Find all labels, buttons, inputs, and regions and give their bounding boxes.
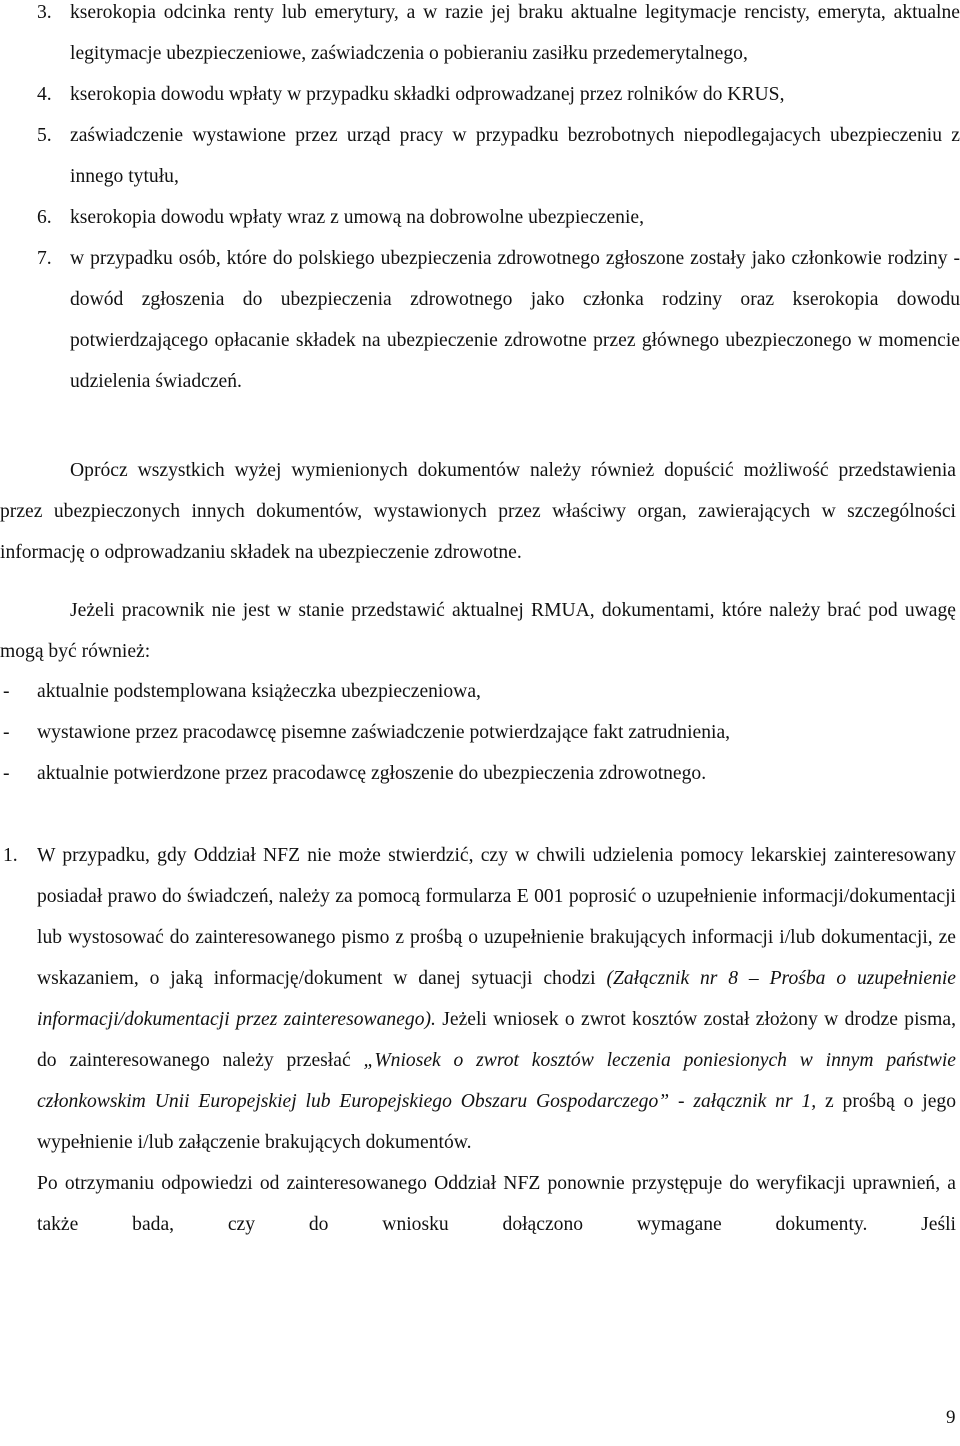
final-paragraph: Po otrzymaniu odpowiedzi od zainteresowanego Oddział NFZ ponownie przystępuje do weryfikacji uprawnień, a także bada, czy do wniosku dołączono wymagane dokumenty. Jeśli bbox=[37, 1173, 956, 1235]
list-item-text: w przypadku osób, które do polskiego ubezpieczenia zdrowotnego zgłoszone zostały jako członkowie rodziny - dowód zgłoszenia do ubezpieczenia zdrowotnego jako członka rodziny oraz kserokopia dowodu potwierdzającego opłacanie składek na ubezpieczenie zdrowotne przez głównego ubezpieczonego w momencie udzielenia świadczeń. bbox=[70, 248, 960, 392]
final-list-item bbox=[0, 835, 956, 1163]
dash-list-item bbox=[0, 753, 960, 794]
paragraph-other-documents: Oprócz wszystkich wyżej wymienionych dokumentów należy również dopuścić możliwość przedstawienia przez ubezpieczonych innych dokumentów, wystawionych przez właściwy organ, zawierających w szczególności informację o odprowadzaniu składek na ubezpieczenie zdrowotne. bbox=[0, 460, 956, 563]
list-item-number: 1. bbox=[3, 845, 18, 866]
final-text-part-3: z prośbą o jego wypełnienie i/lub załączenie brakujących dokumentów. bbox=[37, 1091, 956, 1153]
list-item-number: 4. bbox=[37, 84, 52, 105]
list-item bbox=[0, 197, 960, 238]
final-text-part-2: Jeżeli wniosek o zwrot kosztów został złożony w drodze pisma, do zainteresowanego należy przesłać bbox=[37, 1009, 957, 1071]
list-item bbox=[0, 74, 960, 115]
dash-item-text: aktualnie potwierdzone przez pracodawcę zgłoszenie do ubezpieczenia zdrowotnego. bbox=[37, 763, 707, 784]
list-item-number: 6. bbox=[37, 207, 52, 228]
refund-application-reference: „Wniosek o zwrot kosztów leczenia poniesionych w innym państwie członkowskim Unii Europejskiej lub Europejskiego Obszaru Gospodarczego” - załącznik nr 1, bbox=[37, 1050, 956, 1112]
list-item-number: 3. bbox=[37, 2, 52, 23]
list-item bbox=[0, 115, 960, 197]
list-item-text: kserokopia dowodu wpłaty w przypadku składki odprowadzanej przez rolników do KRUS, bbox=[70, 84, 785, 105]
list-item-text: zaświadczenie wystawione przez urząd pracy w przypadku bezrobotnych niepodlegajacych ubezpieczeniu z innego tytułu, bbox=[70, 125, 960, 187]
list-item-number: 5. bbox=[37, 125, 52, 146]
dash-list-item bbox=[0, 712, 960, 753]
dash-marker: - bbox=[3, 763, 10, 784]
numbered-list bbox=[0, 0, 960, 402]
list-item-text: kserokopia odcinka renty lub emerytury, a w razie jej braku aktualne legitymacje rencisty, emeryta, aktualne legitymacje ubezpieczeniowe, zaświadczenia o pobieraniu zasiłku przedemerytalnego, bbox=[70, 2, 960, 64]
dash-list-item bbox=[0, 671, 960, 712]
list-item bbox=[0, 0, 960, 74]
final-text-part-1: W przypadku, gdy Oddział NFZ nie może stwierdzić, czy w chwili udzielenia pomocy lekarskiej zainteresowany posiadał prawo do świadczeń, należy za pomocą formularza E 001 poprosić o uzupełnienie informacji/dokumentacji lub wystosować do zainteresowanego pismo z prośbą o uzupełnienie brakujących informacji i/lub dokumentacji, ze wskazaniem, o jaką informację/dokument w danej sytuacji chodzi bbox=[37, 845, 956, 989]
page-number: 9 bbox=[946, 1407, 956, 1428]
attachment-8-reference: (Załącznik nr 8 – Prośba o uzupełnienie informacji/dokumentacji przez zainteresowanego). bbox=[37, 968, 957, 1030]
paragraph-rmua: Jeżeli pracownik nie jest w stanie przedstawić aktualnej RMUA, dokumentami, które należy brać pod uwagę mogą być również: bbox=[0, 600, 956, 662]
final-section bbox=[0, 835, 956, 1245]
list-item-number: 7. bbox=[37, 248, 52, 269]
list-item bbox=[0, 238, 960, 402]
dash-marker: - bbox=[3, 681, 10, 702]
dash-item-text: aktualnie podstemplowana książeczka ubezpieczeniowa, bbox=[37, 681, 481, 702]
list-item-text: kserokopia dowodu wpłaty wraz z umową na dobrowolne ubezpieczenie, bbox=[70, 207, 645, 228]
dash-item-text: wystawione przez pracodawcę pisemne zaświadczenie potwierdzające fakt zatrudnienia, bbox=[37, 722, 731, 743]
dash-list bbox=[0, 671, 960, 794]
dash-marker: - bbox=[3, 722, 10, 743]
